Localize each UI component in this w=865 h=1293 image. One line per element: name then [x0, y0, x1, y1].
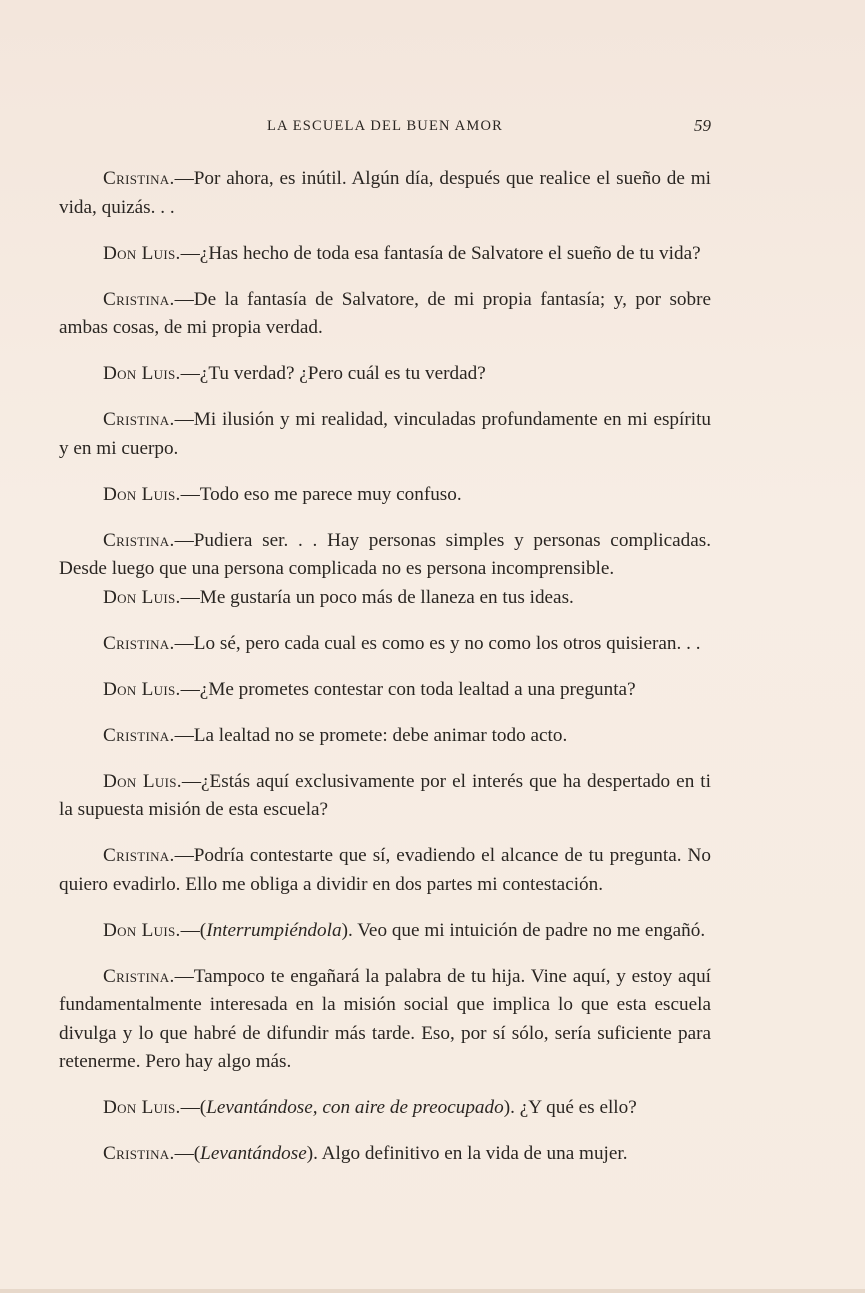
line-text: ). Algo definitivo en la vida de una mujer. — [306, 1143, 628, 1164]
page-number: 59 — [694, 116, 711, 135]
line-text-pre: —( — [180, 919, 207, 941]
line-text: —De la fantasía de Salvatore, de mi propia fantasía; y, por sobre ambas cosas, de mi propia verdad. — [59, 288, 711, 338]
speaker-name: Don Luis. — [103, 363, 181, 384]
speaker-name: Cristina. — [103, 1143, 175, 1164]
line-text: —¿Estás aquí exclusivamente por el interés que ha despertado en ti la supuesta misión de esta escuela? — [59, 770, 711, 820]
dialogue-line — [59, 527, 711, 584]
speaker-name: Cristina. — [103, 724, 175, 746]
line-text: —¿Me prometes contestar con toda lealtad a una pregunta? — [180, 678, 636, 700]
line-text: —Pudiera ser. . . Hay personas simples y personas complicadas. Desde luego que una persona complicada no es persona incomprensible. — [59, 529, 711, 579]
dialogue-line — [59, 963, 711, 1077]
stage-direction: Levantándose, con aire de preocupado — [206, 1097, 504, 1118]
line-text: —¿Has hecho de toda esa fantasía de Salvatore el sueño de tu vida? — [180, 242, 701, 264]
dialogue-line — [59, 1094, 711, 1123]
speaker-name: Cristina. — [103, 409, 175, 430]
line-text: —Tampoco te engañará la palabra de tu hija. Vine aquí, y estoy aquí fundamentalmente interesada en la misión social que implica lo que esta escuela divulga y lo que habré de difundir más tarde. Eso, por sí sólo, sería suficiente para retenerme. Pero hay algo más. — [59, 965, 711, 1072]
line-text: —La lealtad no se promete: debe animar todo acto. — [174, 724, 568, 746]
dialogue-line — [59, 360, 711, 389]
speaker-name: Cristina. — [103, 845, 175, 866]
dialogue-line — [59, 722, 711, 751]
dialogue-line — [59, 676, 711, 705]
speaker-name: Don Luis. — [103, 586, 181, 608]
page-edge — [0, 1289, 865, 1293]
speaker-name: Don Luis. — [103, 919, 181, 941]
speaker-name: Don Luis. — [103, 483, 181, 505]
line-text: —Por ahora, es inútil. Algún día, después que realice el sueño de mi vida, quizás. . . — [59, 168, 711, 218]
dialogue-line — [59, 286, 711, 343]
line-text: —Me gustaría un poco más de llaneza en tus ideas. — [180, 586, 574, 608]
line-text: —¿Tu verdad? ¿Pero cuál es tu verdad? — [180, 363, 486, 384]
speaker-name: Cristina. — [103, 288, 175, 310]
speaker-name: Don Luis. — [103, 678, 181, 700]
line-text-pre: —( — [174, 1143, 201, 1164]
dialogue-line — [59, 406, 711, 463]
line-text: —Podría contestarte que sí, evadiendo el alcance de tu pregunta. No quiero evadirlo. Ello me obliga a dividir en dos partes mi contestación. — [59, 845, 711, 895]
line-text: —Mi ilusión y mi realidad, vinculadas profundamente en mi espíritu y en mi cuerpo. — [59, 409, 711, 459]
dialogue-line — [59, 917, 711, 946]
speaker-name: Don Luis. — [103, 242, 181, 264]
line-text: —Lo sé, pero cada cual es como es y no como los otros quisieran. . . — [174, 632, 701, 654]
dialogue-body — [59, 165, 711, 1186]
dialogue-line — [59, 584, 711, 613]
speaker-name: Don Luis. — [103, 1097, 181, 1118]
line-text-pre: —( — [180, 1097, 207, 1118]
speaker-name: Cristina. — [103, 529, 175, 551]
running-title: LA ESCUELA DEL BUEN AMOR — [266, 118, 504, 134]
dialogue-line — [59, 768, 711, 825]
dialogue-line — [59, 1140, 711, 1169]
dialogue-line — [59, 481, 711, 510]
speaker-name: Cristina. — [103, 965, 175, 987]
line-text: ). ¿Y qué es ello? — [503, 1097, 637, 1118]
speaker-name: Don Luis. — [103, 770, 182, 792]
stage-direction: Interrumpiéndola — [206, 919, 342, 941]
page-header — [59, 118, 711, 140]
dialogue-line — [59, 240, 711, 269]
dialogue-line — [59, 165, 711, 222]
line-text: —Todo eso me parece muy confuso. — [180, 483, 462, 505]
stage-direction: Levantándose — [200, 1143, 307, 1164]
speaker-name: Cristina. — [103, 632, 175, 654]
speaker-name: Cristina. — [103, 168, 175, 189]
dialogue-line — [59, 630, 711, 659]
dialogue-line — [59, 842, 711, 899]
line-text: ). Veo que mi intuición de padre no me engañó. — [341, 919, 706, 941]
